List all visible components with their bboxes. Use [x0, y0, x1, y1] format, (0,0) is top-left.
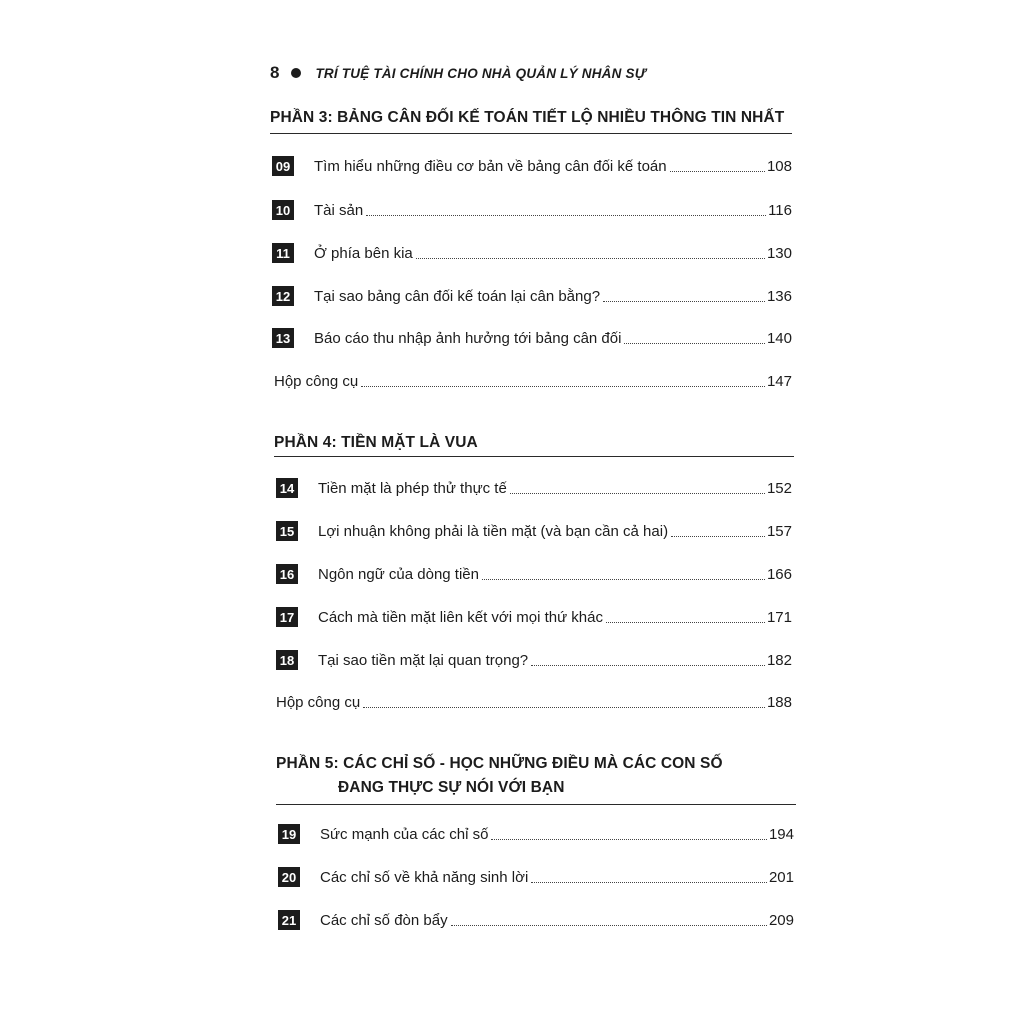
chapter-number-box: 09 — [272, 156, 294, 176]
dot-leader — [624, 343, 765, 344]
chapter-page: 209 — [768, 911, 794, 929]
chapter-number-box: 18 — [276, 650, 298, 670]
toolbox-page: 147 — [766, 372, 792, 390]
toc-entry-15[interactable] — [276, 519, 792, 543]
dot-leader — [363, 707, 765, 708]
dot-leader — [603, 301, 765, 302]
dot-leader — [671, 536, 765, 537]
dot-leader — [606, 622, 765, 623]
toc-entry-12[interactable] — [272, 284, 792, 308]
chapter-number-box: 16 — [276, 564, 298, 584]
dot-leader — [451, 925, 767, 926]
chapter-title: Tài sản — [314, 201, 364, 219]
dot-leader — [366, 215, 766, 216]
chapter-number-box: 20 — [278, 867, 300, 887]
chapter-number-box: 15 — [276, 521, 298, 541]
toolbox-page: 188 — [766, 693, 792, 711]
toc-entry-17[interactable] — [276, 605, 792, 629]
toc-entry-toolbox-part-3[interactable] — [274, 369, 792, 393]
chapter-title: Tìm hiểu những điều cơ bản về bảng cân đối kế toán — [314, 157, 667, 175]
chapter-title: Tại sao tiền mặt lại quan trọng? — [318, 651, 529, 669]
dot-leader — [361, 386, 765, 387]
dot-leader — [670, 171, 765, 172]
toc-entry-11[interactable] — [272, 241, 792, 265]
chapter-number-box: 11 — [272, 243, 294, 263]
running-header — [270, 60, 646, 86]
chapter-page: 140 — [766, 329, 792, 347]
chapter-title: Tại sao bảng cân đối kế toán lại cân bằng? — [314, 287, 601, 305]
chapter-title: Báo cáo thu nhập ảnh hưởng tới bảng cân đối — [314, 329, 622, 347]
chapter-title: Sức mạnh của các chỉ số — [320, 825, 489, 843]
toc-entry-14[interactable] — [276, 476, 792, 500]
chapter-number-box: 10 — [272, 200, 294, 220]
book-title: TRÍ TUỆ TÀI CHÍNH CHO NHÀ QUẢN LÝ NHÂN SỰ — [315, 65, 646, 81]
part-3-rule — [270, 133, 792, 134]
part-3-heading: PHẦN 3: BẢNG CÂN ĐỐI KẾ TOÁN TIẾT LỘ NHIỀU THÔNG TIN NHẤT — [270, 109, 785, 126]
chapter-page: 194 — [768, 825, 794, 843]
chapter-page: 171 — [766, 608, 792, 626]
dot-leader — [491, 839, 767, 840]
chapter-number-box: 21 — [278, 910, 300, 930]
chapter-title: Lợi nhuận không phải là tiền mặt (và bạn cần cả hai) — [318, 522, 669, 540]
dot-leader — [482, 579, 765, 580]
part-4-heading: PHẦN 4: TIỀN MẶT LÀ VUA — [274, 434, 478, 451]
toc-entry-20[interactable] — [278, 865, 794, 889]
dot-leader — [416, 258, 765, 259]
chapter-title: Cách mà tiền mặt liên kết với mọi thứ khác — [318, 608, 603, 626]
chapter-page: 130 — [766, 244, 792, 262]
toc-entry-13[interactable] — [272, 326, 792, 350]
dot-leader — [531, 665, 765, 666]
dot-leader — [531, 882, 767, 883]
chapter-title: Ngôn ngữ của dòng tiền — [318, 565, 479, 583]
toc-entry-19[interactable] — [278, 822, 794, 846]
chapter-number-box: 13 — [272, 328, 294, 348]
chapter-page: 166 — [766, 565, 792, 583]
page-number: 8 — [270, 63, 280, 82]
chapter-number-box: 12 — [272, 286, 294, 306]
toc-entry-toolbox-part-4[interactable] — [276, 690, 792, 714]
toolbox-title: Hộp công cụ — [276, 693, 361, 711]
chapter-number-box: 17 — [276, 607, 298, 627]
chapter-title: Tiền mặt là phép thử thực tế — [318, 479, 507, 497]
bullet-dot-icon — [291, 68, 301, 78]
chapter-title: Các chỉ số về khả năng sinh lời — [320, 868, 529, 886]
chapter-page: 136 — [766, 287, 792, 305]
chapter-title: Ở phía bên kia — [314, 244, 413, 262]
part-4-rule — [274, 456, 794, 457]
dot-leader — [510, 493, 765, 494]
part-5-heading — [276, 752, 794, 800]
chapter-page: 182 — [766, 651, 792, 669]
part-5-rule — [276, 804, 796, 805]
toc-entry-16[interactable] — [276, 562, 792, 586]
toolbox-title: Hộp công cụ — [274, 372, 359, 390]
chapter-page: 108 — [766, 157, 792, 175]
part-5-heading-line-1: PHẦN 5: CÁC CHỈ SỐ - HỌC NHỮNG ĐIỀU MÀ CÁC CON SỐ — [276, 755, 723, 772]
chapter-title: Các chỉ số đòn bẩy — [320, 911, 448, 929]
toc-entry-18[interactable] — [276, 648, 792, 672]
chapter-page: 152 — [766, 479, 792, 497]
toc-entry-21[interactable] — [278, 908, 794, 932]
chapter-number-box: 14 — [276, 478, 298, 498]
chapter-page: 201 — [768, 868, 794, 886]
toc-entry-10[interactable] — [272, 198, 792, 222]
chapter-number-box: 19 — [278, 824, 300, 844]
part-5-heading-line-2: ĐANG THỰC SỰ NÓI VỚI BẠN — [338, 779, 565, 796]
chapter-page: 116 — [768, 201, 792, 219]
chapter-page: 157 — [766, 522, 792, 540]
toc-entry-09[interactable] — [272, 154, 792, 178]
